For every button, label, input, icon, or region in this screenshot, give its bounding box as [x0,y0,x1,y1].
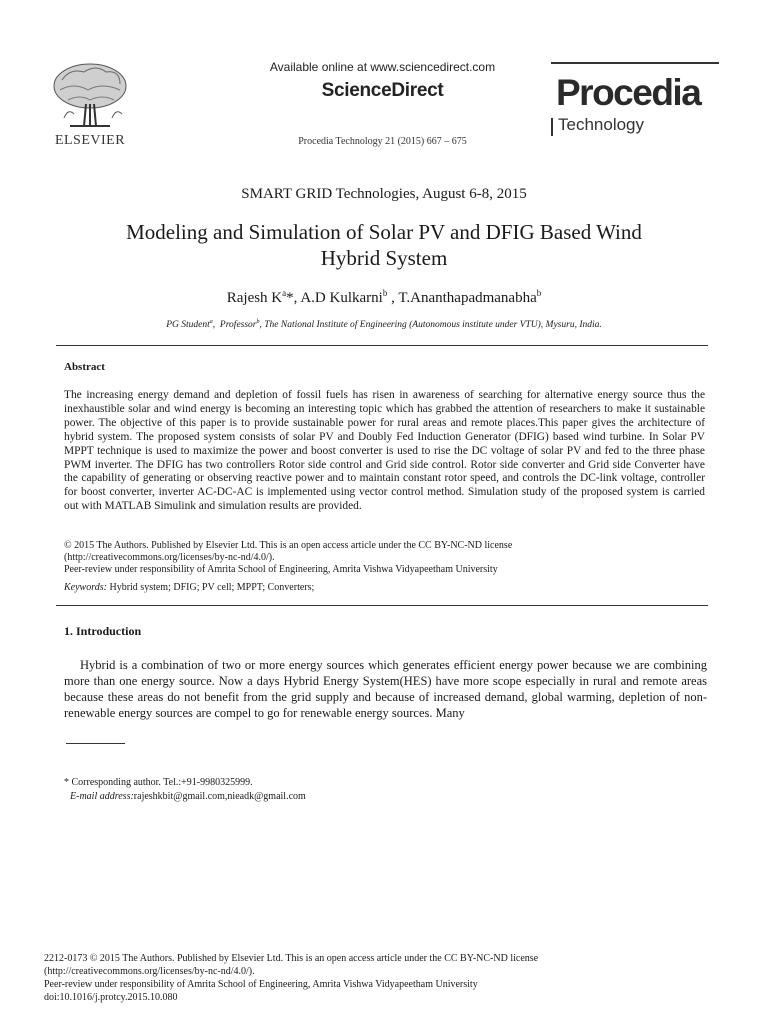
keywords-list: Hybrid system; DFIG; PV cell; MPPT; Converters; [106,582,315,593]
email-label: E-mail address: [70,791,134,802]
footer-license-link[interactable]: (http://creativecommons.org/licenses/by-nc-nd/4.0/). [44,966,255,977]
abstract-heading: Abstract [64,361,105,373]
article-title-line-1: Modeling and Simulation of Solar PV and DFIG Based Wind [126,220,642,244]
procedia-logo-subtitle: Technology [558,115,645,134]
footnote-rule [66,743,125,744]
footer-doi[interactable]: doi:10.1016/j.protcy.2015.10.080 [44,992,178,1003]
article-title-line-2: Hybrid System [320,246,448,270]
procedia-logo-title: Procedia [556,72,701,113]
email-addresses[interactable]: rajeshkbit@gmail.com,nieadk@gmail.com [133,791,306,802]
author-3-affiliation-mark: b [536,288,542,298]
author-1: Rajesh K [226,290,283,306]
abstract-top-rule [56,345,708,346]
publisher-name: ELSEVIER [54,133,126,148]
introduction-heading: 1. Introduction [64,624,142,638]
corresponding-mark: *, [286,290,301,306]
abstract-bottom-rule [56,605,708,606]
sciencedirect-logo: ScienceDirect [321,80,444,101]
keywords [64,582,705,594]
procedia-top-line [551,62,719,64]
article-title [60,219,708,271]
email-footnote [70,791,306,802]
author-2-affiliation-mark: b [382,288,388,298]
procedia-side-line [551,118,553,136]
keywords-label: Keywords: [64,582,107,593]
introduction-body: Hybrid is a combination of two or more energy sources which generates efficient energy power because we are combining more than one energy source. Now a days Hybrid Energy System(HES) have more scope especially in rural and remote areas because these areas do not benefit from the grid supply and because of increased demand, global warming, depletion of non-renewable energy sources are compel to go for renewable energy sources. Many [64,658,707,720]
footer-peer-review: Peer-review under responsibility of Amrita School of Engineering, Amrita Vishwa Vidyapeetham University [44,979,478,990]
author-2: A.D Kulkarni [300,290,383,306]
affiliation-role-1-mark: a [209,319,213,325]
author-3: T.Ananthapadmanabha [398,290,537,306]
corresponding-author-footnote: * Corresponding author. Tel.:+91-9980325999. [64,777,253,788]
affiliation [40,319,728,330]
abstract-copyright: © 2015 The Authors. Published by Elsevier Ltd. This is an open access article under the CC BY-NC-ND license [64,540,513,551]
affiliation-separator: , [212,320,220,331]
affiliation-role-1: PG Student [166,320,210,331]
abstract-peer-review: Peer-review under responsibility of Amrita School of Engineering, Amrita Vishwa Vidyapeetham University [64,564,498,575]
affiliation-role-2: Professor [219,320,257,331]
abstract-body: The increasing energy demand and depletion of fossil fuels has risen in awareness of searching for alternative energy source thus the inexhaustible solar and wind energy is becoming an interesting topic which has grabbed the attention of researchers to make it sustainable power. The objective of this paper is to provide sustainable power for rural areas and remote places.This paper gives the architecture of hybrid system. The proposed system consists of solar PV and Doubly Fed Induction Generator (DFIG) based wind turbine. In Solar PV MPPT technique is used to maximize the power and boost converter is used to rise the DC voltage of solar PV and fed to the three phase PWM inverter. The DFIG has two controllers Rotor side control and Grid side control. Rotor side converter and Grid side Converter have the capability of generating or observing reactive power and to maintain constant rotor speed, and controls the DC-link voltage, controller for boost converter, inverter AC-DC-AC is implemented using vector control method. Simulation study of the proposed system is carried out with MATLAB Simulink and simulation results are provided. [64,389,705,513]
author-list [40,288,728,307]
journal-citation: Procedia Technology 21 (2015) 667 – 675 [298,136,467,147]
abstract-license-link[interactable]: (http://creativecommons.org/licenses/by-nc-nd/4.0/). [64,552,275,563]
affiliation-institute: , The National Institute of Engineering (Autonomous institute under VTU), Mysuru, India. [259,320,602,331]
available-online-text: Available online at www.sciencedirect.com [269,60,496,74]
author-separator: , [387,290,399,306]
footer-issn-copyright: 2212-0173 © 2015 The Authors. Published by Elsevier Ltd. This is an open access article under the CC BY-NC-ND license [44,953,539,964]
affiliation-role-2-mark: b [256,319,260,325]
conference-name: SMART GRID Technologies, August 6-8, 2015 [241,186,527,202]
author-1-affiliation-mark: a [282,288,287,298]
